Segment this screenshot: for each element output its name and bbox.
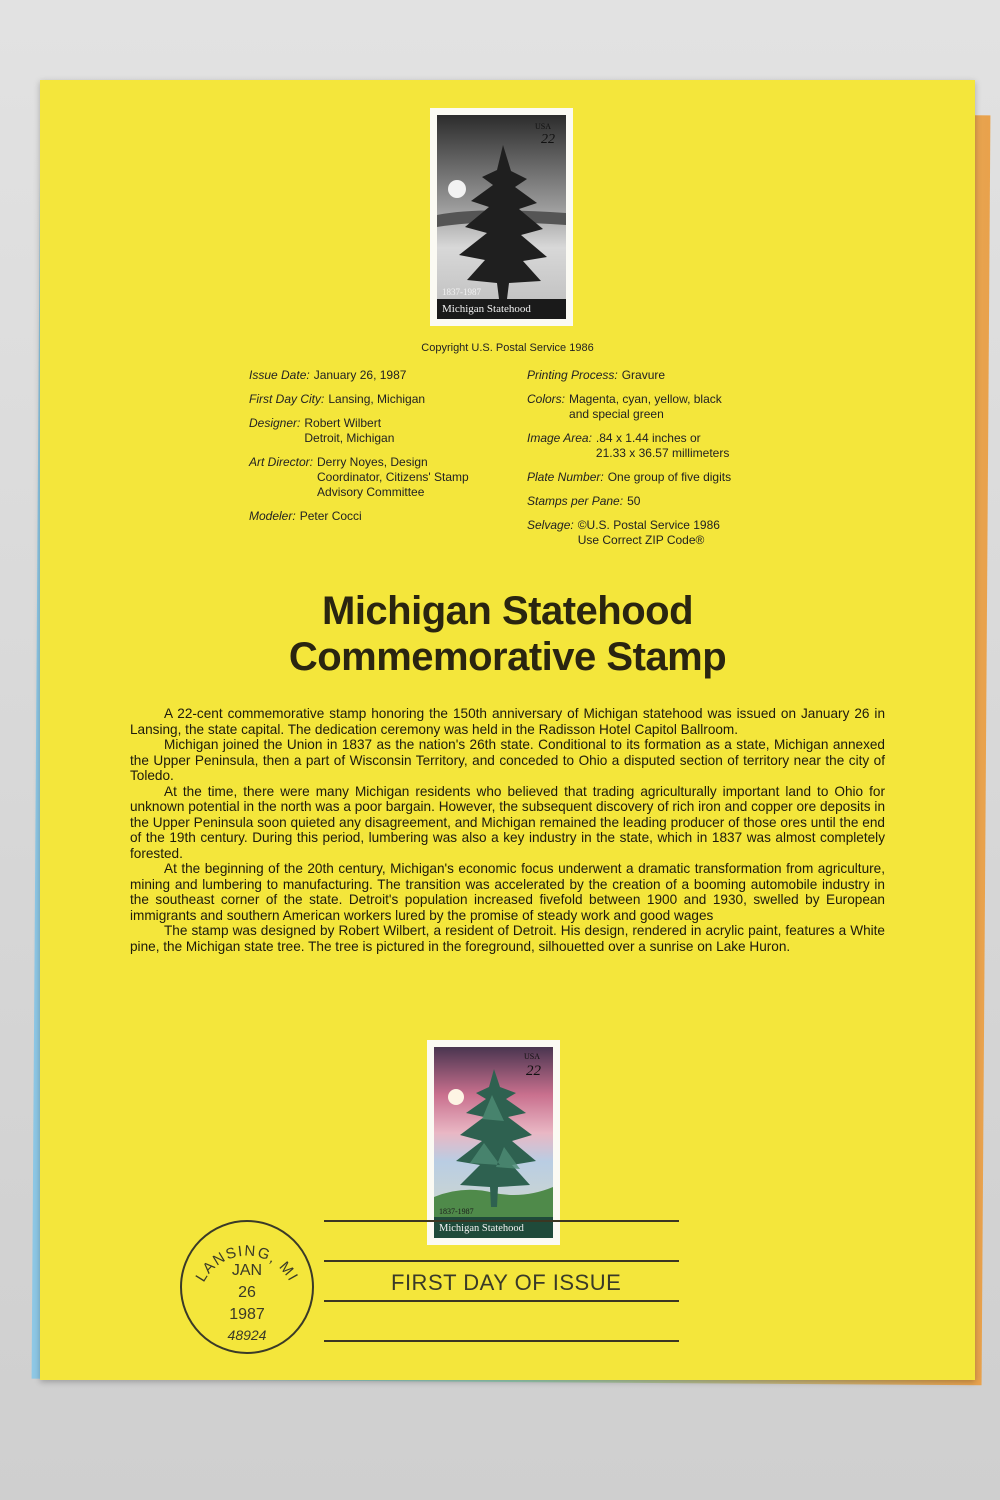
postmark (180, 1220, 314, 1354)
spec-item: Art Director: Derry Noyes, Design Coordinator, Citizens' Stamp Advisory Committee (249, 455, 469, 499)
svg-text:USA: USA (535, 122, 552, 131)
paragraph: The stamp was designed by Robert Wilbert, a resident of Detroit. His design, rendered in acrylic paint, features a White pine, the Michigan state tree. The tree is pictured in the foreground, silhouetted over a sunrise on Lake Huron. (130, 923, 885, 954)
sun-icon (448, 1089, 464, 1105)
stamp-black-white (430, 108, 573, 326)
address-line (324, 1300, 679, 1302)
address-line (324, 1220, 679, 1222)
postmark-day: 26 (238, 1284, 256, 1301)
specs-right (527, 368, 787, 557)
svg-text:22: 22 (541, 132, 555, 147)
spec-item: Colors: Magenta, cyan, yellow, black and special green (527, 392, 722, 421)
spec-item: Modeler: Peter Cocci (249, 509, 362, 523)
svg-text:Michigan Statehood: Michigan Statehood (439, 1223, 524, 1234)
spec-item: Plate Number: One group of five digits (527, 470, 732, 484)
spec-item: Selvage: ©U.S. Postal Service 1986 Use Correct ZIP Code® (527, 518, 720, 547)
paragraph: At the time, there were many Michigan residents who believed that trading agriculturally important land to Ohio for unknown potential in the north was a poor bargain. However, the subsequent discovery of rich iron and copper ore deposits in the Upper Peninsula soon quieted any disagreement, and Michigan remained the leading producer of those ores until the end of the 19th century. During this period, lumbering was also a key industry in the state, which in 1837 was almost completely forested. (130, 783, 885, 861)
svg-text:22: 22 (526, 1063, 541, 1079)
copyright-line: Copyright U.S. Postal Service 1986 (421, 342, 594, 354)
address-line (324, 1260, 679, 1262)
spec-item: Issue Date: January 26, 1987 (249, 368, 407, 382)
address-lines (324, 1220, 679, 1380)
paragraph: At the beginning of the 20th century, Michigan's economic focus underwent a dramatic transformation from agriculture, mining and lumbering to manufacturing. The transition was accelerated by the creation of a booming automobile industry in the southeast corner of the state. Detroit's population increased fivefold between 1900 and 1930, swelled by European immigrants and southern American workers lured by the promise of steady work and good wages (130, 861, 885, 923)
spec-item: Printing Process: Gravure (527, 368, 666, 382)
postmark-month: JAN (231, 1262, 263, 1279)
svg-text:USA: USA (524, 1052, 541, 1061)
souvenir-page (40, 80, 975, 1380)
stamp-color (427, 1040, 560, 1245)
svg-text:LANSING, MI: LANSING, MI (192, 1242, 302, 1285)
spec-item: Stamps per Pane: 50 (527, 494, 641, 508)
spec-item: First Day City: Lansing, Michigan (249, 392, 426, 406)
paragraph: Michigan joined the Union in 1837 as the nation's 26th state. Conditional to its formation as a state, Michigan annexed the Upper Peninsula, then a part of Wisconsin Territory, and conceded to Ohio a disputed section of territory near the city of Toledo. (130, 737, 885, 783)
title-line-1: Michigan Statehood (322, 589, 693, 633)
first-day-of-issue-label: FIRST DAY OF ISSUE (391, 1270, 622, 1295)
postmark-zip: 48924 (227, 1327, 267, 1343)
title-line-2: Commemorative Stamp (288, 635, 727, 679)
page-title (40, 588, 975, 680)
stamp-bw-artwork (437, 115, 566, 319)
paragraph: A 22-cent commemorative stamp honoring the 150th anniversary of Michigan statehood was issued on January 26 in Lansing, the state capital. The dedication ceremony was held in the Radisson Hotel Capitol Ballroom. (130, 706, 885, 737)
svg-text:Michigan Statehood: Michigan Statehood (442, 303, 531, 315)
svg-text:1837-1987: 1837-1987 (439, 1207, 474, 1216)
svg-text:1837-1987: 1837-1987 (442, 287, 481, 297)
spec-item: Designer: Robert Wilbert Detroit, Michigan (249, 416, 395, 445)
article-body (130, 706, 885, 954)
sun-icon (448, 180, 466, 198)
spec-item: Image Area: .84 x 1.44 inches or 21.33 x 36.57 millimeters (527, 431, 730, 460)
postmark-year: 1987 (229, 1306, 265, 1323)
specs-left (249, 368, 524, 533)
stamp-color-artwork (434, 1047, 553, 1238)
address-line (324, 1340, 679, 1342)
